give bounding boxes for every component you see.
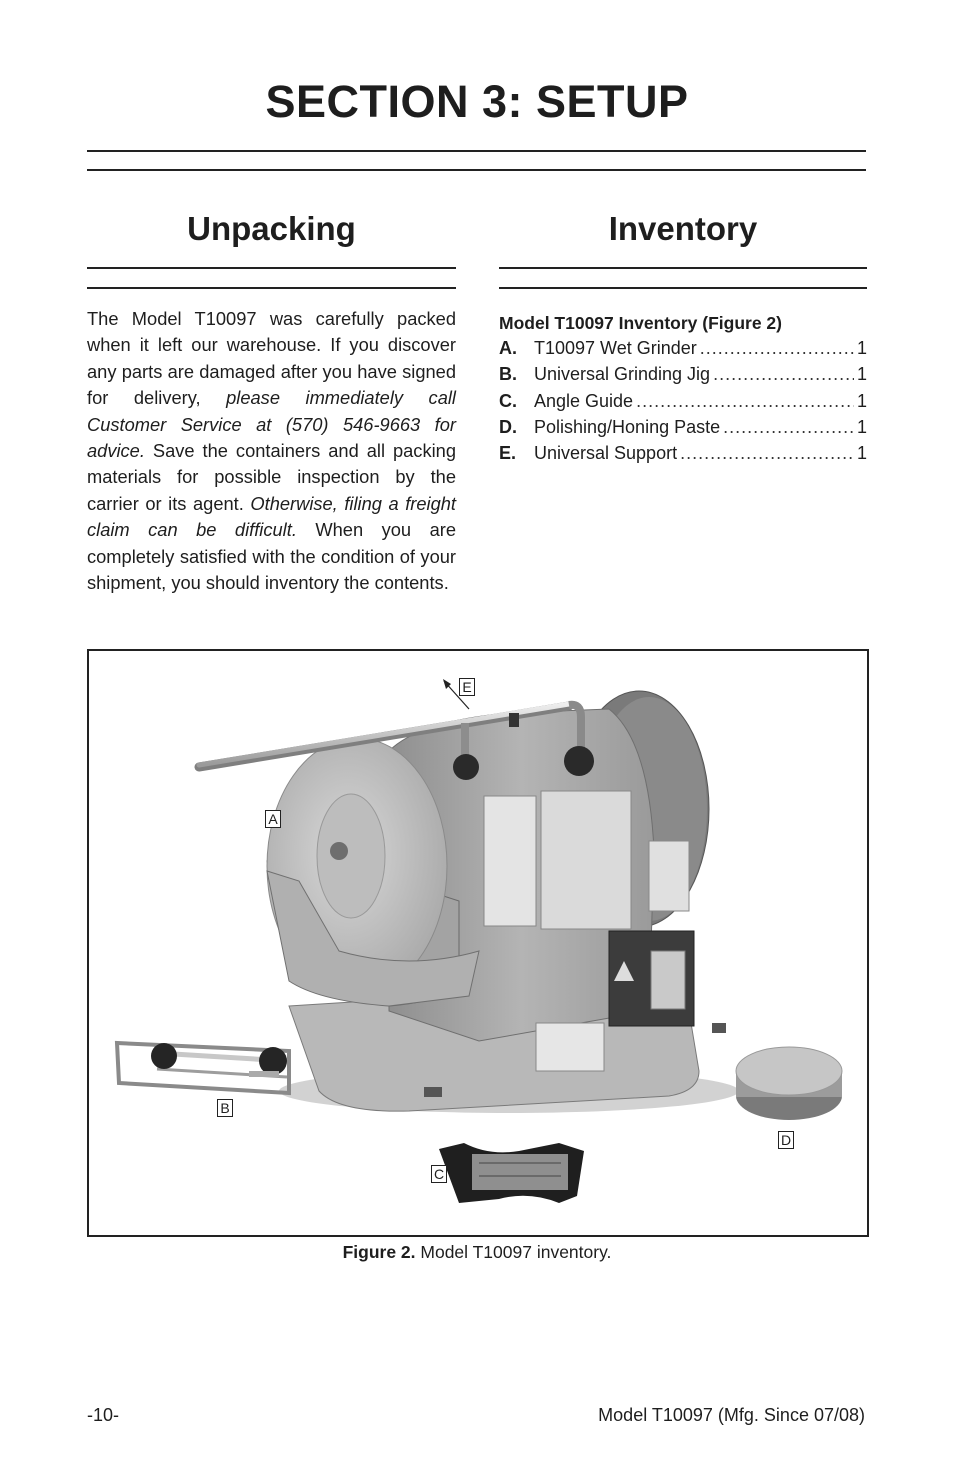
unpacking-text-2: Save the containers and all packing materials for possible inspection by the carrier or its agent. [87, 440, 456, 514]
inventory-item-qty: 1 [856, 364, 867, 385]
inventory-item-name: Angle Guide [534, 390, 634, 411]
leader-dots [680, 443, 854, 464]
inventory-heading: Inventory [608, 210, 758, 247]
inventory-rule-top [499, 267, 867, 269]
inventory-item [499, 443, 867, 469]
unpacking-text-1: The Model T10097 was carefully packed when it left our warehouse. If you discover any parts are damaged after you have signed for delivery, [87, 308, 456, 409]
section-title: SECTION 3: SETUP [265, 76, 689, 127]
polishing-paste [736, 1047, 842, 1120]
figure-caption [0, 1242, 954, 1263]
inventory-item-letter: A. [499, 338, 517, 358]
angle-guide [439, 1143, 584, 1203]
figure-2-box [87, 649, 869, 1237]
inventory-item-qty: 1 [856, 390, 867, 411]
inventory-list [499, 338, 867, 469]
inventory-item [499, 364, 867, 390]
unpacking-rule-bottom [87, 287, 456, 289]
inventory-item-letter: B. [499, 364, 517, 385]
leader-dots [636, 391, 854, 412]
inventory-item-letter: C. [499, 390, 517, 411]
title-rule-bottom [87, 169, 866, 171]
unpacking-text-customer-service: please immediately call Customer Service at (570) 546-9663 for advice. [87, 387, 456, 462]
leader-dots [723, 417, 854, 438]
leader-dots [713, 364, 854, 385]
inventory-item-qty: 1 [856, 416, 867, 437]
inventory-subtitle: Model T10097 Inventory (Figure 2) [499, 313, 782, 333]
inventory-item-name: Universal Support [534, 443, 678, 464]
unpacking-heading: Unpacking [187, 210, 356, 247]
callout-c: C [431, 1165, 447, 1183]
inventory-item-name: T10097 Wet Grinder [534, 338, 697, 358]
figure-caption-text: Model T10097 inventory. [415, 1242, 612, 1262]
leader-dots [700, 338, 854, 359]
inventory-item-name: Polishing/Honing Paste [534, 416, 721, 437]
page-number: -10- [87, 1405, 120, 1425]
figure-caption-label: Figure 2. [342, 1242, 416, 1262]
universal-grinding-jig [117, 1043, 289, 1093]
footer-model: Model T10097 (Mfg. Since 07/08) [598, 1405, 865, 1425]
inventory-rule-bottom [499, 287, 867, 289]
unpacking-text-freight-claim: Otherwise, filing a freight claim can be difficult. [87, 492, 457, 541]
inventory-item-letter: E. [499, 443, 517, 464]
inventory-item-qty: 1 [856, 443, 867, 464]
wet-grinder [267, 691, 739, 1113]
callout-e: E [459, 678, 475, 696]
inventory-item [499, 417, 867, 443]
callout-b: B [217, 1099, 233, 1117]
inventory-item [499, 391, 867, 417]
title-rule-top [87, 150, 866, 152]
unpacking-text-3: When you are completely satisfied with the condition of your shipment, you should inventory the contents. [87, 519, 457, 594]
unpacking-paragraph [87, 306, 456, 596]
callout-d: D [778, 1131, 794, 1149]
inventory-item-name: Universal Grinding Jig [534, 364, 711, 385]
unpacking-rule-top [87, 267, 456, 269]
inventory-item-letter: D. [499, 416, 517, 437]
inventory-item-qty: 1 [856, 338, 867, 358]
callout-a: A [265, 810, 281, 828]
inventory-illustration [89, 651, 867, 1235]
inventory-item [499, 338, 867, 364]
